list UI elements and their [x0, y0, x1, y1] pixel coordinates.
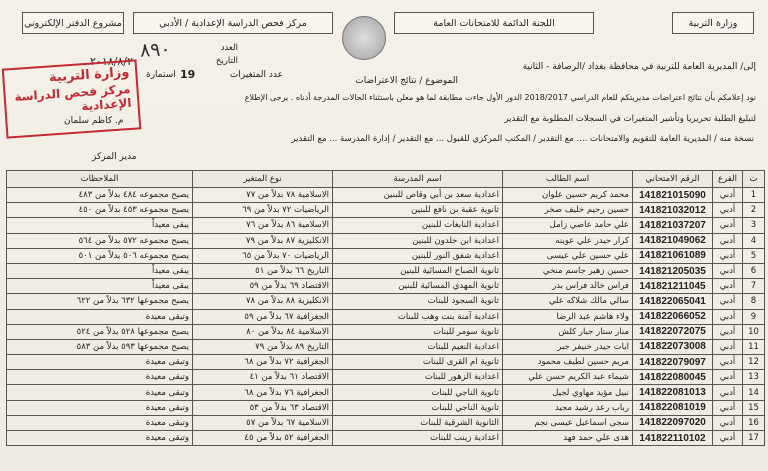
row-exam-number: 141821211045 — [633, 279, 713, 294]
row-school-name: اعدادية شفق النور للبنين — [333, 248, 503, 263]
row-change-type: الانكليزية ٨٧ بدلاً من ٧٩ — [193, 233, 333, 248]
row-branch: أدبي — [713, 294, 743, 309]
row-notes: وتبقى معيدة — [7, 400, 193, 415]
row-exam-number: 141822080045 — [633, 370, 713, 385]
changes-count: 19 — [180, 68, 196, 81]
table-row — [7, 339, 765, 354]
row-notes: وتبقى معيدة — [7, 355, 193, 370]
row-student-name: رباب رعد رشيد مجيد — [503, 400, 633, 415]
letter-to: إلى/ المديرية العامة للتربية في محافظة بغداد /الرصافة - الثانية — [522, 62, 756, 72]
row-student-name: حسين زهير جاسم منخي — [503, 263, 633, 278]
committee-box — [394, 12, 594, 34]
row-exam-number: 141821049062 — [633, 233, 713, 248]
table-row — [7, 218, 765, 233]
row-notes: وتبقى معيدة — [7, 431, 193, 446]
row-branch: أدبي — [713, 263, 743, 278]
row-school-name: اعدادية النابغات للبنين — [333, 218, 503, 233]
column-header: الفرع — [713, 171, 743, 188]
table-row — [7, 370, 765, 385]
row-exam-number: 141822065041 — [633, 294, 713, 309]
table-header-row — [7, 171, 765, 188]
table-row — [7, 400, 765, 415]
table-row — [7, 431, 765, 446]
row-student-name: كرار حيدر علي عوينه — [503, 233, 633, 248]
row-branch: أدبي — [713, 218, 743, 233]
row-exam-number: 141822081013 — [633, 385, 713, 400]
row-index: 2 — [743, 203, 765, 218]
row-student-name: مريم حسين لطيف محمود — [503, 355, 633, 370]
row-student-name: سجى اسماعيل عيسى نجم — [503, 415, 633, 430]
row-school-name: ثانوية الصباح المسائية للبنين — [333, 263, 503, 278]
handwritten-date: ٢٠١٨/٨/٢ — [90, 55, 133, 68]
stamp-line1: وزارة التربية — [48, 64, 130, 86]
table-row — [7, 203, 765, 218]
row-student-name: علي حامد عاصي زامل — [503, 218, 633, 233]
row-student-name: علي حسين علي عيسى — [503, 248, 633, 263]
row-school-name: ثانوية ام القرى للبنات — [333, 355, 503, 370]
row-index: 1 — [743, 188, 765, 203]
row-school-name: اعدادية سعد بن أبي وقاص للبنين — [333, 188, 503, 203]
row-student-name: شيماء عبد الكريم حسن علي — [503, 370, 633, 385]
row-change-type: الانكليزية ٨٨ بدلاً من ٧٨ — [193, 294, 333, 309]
row-branch: أدبي — [713, 279, 743, 294]
changes-label: عدد المتغيرات — [229, 70, 283, 80]
row-index: 8 — [743, 294, 765, 309]
row-notes: وتبقى معيدة — [7, 309, 193, 324]
results-table — [6, 170, 765, 446]
row-school-name: اعدادية النعيم للبنات — [333, 339, 503, 354]
row-branch: أدبي — [713, 355, 743, 370]
center-manager: مدير المركز — [92, 152, 137, 162]
row-change-type: الاسلامية ٦٧ بدلاً من ٥٧ — [193, 415, 333, 430]
row-notes: يبقى معيداً — [7, 218, 193, 233]
row-index: 5 — [743, 248, 765, 263]
letter-subject: الموضوع / نتائج الاعتراضات — [355, 76, 458, 86]
ministry-box — [672, 12, 754, 34]
row-student-name: منار ستار جبار كلش — [503, 324, 633, 339]
row-school-name: ثانوية السجود للبنات — [333, 294, 503, 309]
row-notes: يصبح مجموعه ٥٧٢ بدلاً من ٥٦٤ — [7, 233, 193, 248]
row-notes: يصبح مجموعها ٦٣٢ بدلاً من ٦٢٢ — [7, 294, 193, 309]
row-index: 6 — [743, 263, 765, 278]
table-row — [7, 263, 765, 278]
row-exam-number: 141822081019 — [633, 400, 713, 415]
signer-name: م. كاظم سلمان — [64, 116, 124, 126]
row-change-type: الجغرافية ٧٦ بدلاً من ٦٨ — [193, 385, 333, 400]
row-branch: أدبي — [713, 309, 743, 324]
row-exam-number: 141822072075 — [633, 324, 713, 339]
row-change-type: الجغرافية ٧٢ بدلاً من ٦٨ — [193, 355, 333, 370]
row-change-type: التاريخ ٨٩ بدلاً من ٧٩ — [193, 339, 333, 354]
row-exam-number: 141822110102 — [633, 431, 713, 446]
row-index: 13 — [743, 370, 765, 385]
row-school-name: ثانوية الناجي للبنات — [333, 385, 503, 400]
row-notes: وتبقى معيدة — [7, 415, 193, 430]
row-school-name: ثانوية سومر للبنات — [333, 324, 503, 339]
row-exam-number: 141822079097 — [633, 355, 713, 370]
row-index: 12 — [743, 355, 765, 370]
official-stamp — [2, 59, 142, 138]
row-index: 11 — [743, 339, 765, 354]
row-index: 14 — [743, 385, 765, 400]
table-row — [7, 309, 765, 324]
row-notes: يصبح مجموعه ٤٥٣ بدلاً من ٤٥٠ — [7, 203, 193, 218]
row-student-name: ولاء هاشم عبد الرضا — [503, 309, 633, 324]
row-notes: يصبح مجموعها ٥٢٨ بدلاً من ٥٢٤ — [7, 324, 193, 339]
row-change-type: الاسلامية ٨٦ بدلاً من ٧٦ — [193, 218, 333, 233]
committee-label: اللجنة الدائمة للامتحانات العامة — [433, 17, 555, 29]
row-change-type: التاريخ ٦٦ بدلاً من ٥١ — [193, 263, 333, 278]
column-header: اسم المدرسة — [333, 171, 503, 188]
row-exam-number: 141821037207 — [633, 218, 713, 233]
row-change-type: الاسلامية ٧٨ بدلاً من ٧٧ — [193, 188, 333, 203]
row-branch: أدبي — [713, 248, 743, 263]
row-change-type: الاقتصاد ٦٩ بدلاً من ٥٩ — [193, 279, 333, 294]
row-student-name: ايات حيدر خنيفر جبر — [503, 339, 633, 354]
row-student-name: حسين رحيم خليف صخر — [503, 203, 633, 218]
row-student-name: محمد كريم حسين علوان — [503, 188, 633, 203]
row-index: 15 — [743, 400, 765, 415]
table-row — [7, 188, 765, 203]
handwritten-number: ٨٩٠ — [139, 38, 172, 62]
row-student-name: هدى علي حمد فهد — [503, 431, 633, 446]
row-index: 9 — [743, 309, 765, 324]
row-branch: أدبي — [713, 339, 743, 354]
row-student-name: فراس خالد فراس بدر — [503, 279, 633, 294]
row-branch: أدبي — [713, 324, 743, 339]
row-change-type: الرياضيات ٧٢ بدلاً من ٦٩ — [193, 203, 333, 218]
row-exam-number: 141821015090 — [633, 188, 713, 203]
row-branch: أدبي — [713, 415, 743, 430]
table-row — [7, 324, 765, 339]
ministry-label: وزارة التربية — [688, 17, 738, 29]
row-school-name: الثانوية الشرقية للبنات — [333, 415, 503, 430]
column-header: الملاحظات — [7, 171, 193, 188]
row-exam-number: 141821032012 — [633, 203, 713, 218]
table-row — [7, 415, 765, 430]
table-row — [7, 355, 765, 370]
row-school-name: اعدادية ابن خلدون للبنين — [333, 233, 503, 248]
table-row — [7, 279, 765, 294]
column-header: اسم الطالب — [503, 171, 633, 188]
stamp-line2: مركز فحص الدراسة الإعدادية — [13, 81, 132, 114]
row-school-name: اعدادية آمنة بنت وهب للبنات — [333, 309, 503, 324]
row-school-name: اعدادية الزهور للبنات — [333, 370, 503, 385]
row-school-name: ثانوية المهدي المسائية للبنين — [333, 279, 503, 294]
row-branch: أدبي — [713, 385, 743, 400]
row-school-name: اعدادية زينب للبنات — [333, 431, 503, 446]
row-exam-number: 141822066052 — [633, 309, 713, 324]
column-header: نوع المتغير — [193, 171, 333, 188]
letter-copy-line: نسخة منه / المديرية العامة للتقويم والامتحانات .... مع التقدير / المكتب المركزي للقبول ... مع التقدير / إدارة المدرسة ... مع التقدير — [291, 134, 754, 144]
table-row — [7, 248, 765, 263]
row-index: 17 — [743, 431, 765, 446]
row-index: 7 — [743, 279, 765, 294]
column-header: ت — [743, 171, 765, 188]
row-change-type: الجغرافية ٥٢ بدلاً من ٤٥ — [193, 431, 333, 446]
center-box — [133, 12, 333, 34]
row-index: 10 — [743, 324, 765, 339]
ministry-emblem-icon — [342, 16, 386, 60]
row-index: 16 — [743, 415, 765, 430]
row-notes: وتبقى معيدة — [7, 385, 193, 400]
row-student-name: سالي مالك شلاكه علي — [503, 294, 633, 309]
row-branch: أدبي — [713, 188, 743, 203]
table-row — [7, 385, 765, 400]
row-branch: أدبي — [713, 233, 743, 248]
row-notes: يصبح مجموعها ٥٩٣ بدلاً من ٥٨٣ — [7, 339, 193, 354]
letter-body-line1: نود إعلامكم بأن نتائج اعتراضات مديريتكم للعام الدراسي 2018/2017 الدور الأول جاءت مطابقة لما هو معلن باستثناء الحالات المدرجة أدناه . يرجى الإطلاع — [244, 93, 756, 102]
letter-body-line2: لتبليغ الطلبة تحريريا وتأشير المتغيرات في السجلات المطلوبة مع التقدير — [504, 114, 756, 124]
row-branch: أدبي — [713, 400, 743, 415]
row-exam-number: 141821205035 — [633, 263, 713, 278]
row-school-name: ثانوية عقبة بن نافع للبنين — [333, 203, 503, 218]
row-student-name: نبيل مؤيد مهاوي لجيل — [503, 385, 633, 400]
row-index: 4 — [743, 233, 765, 248]
row-notes: يصبح مجموعه ٥٠٦ بدلاً من ٥٠١ — [7, 248, 193, 263]
row-branch: أدبي — [713, 431, 743, 446]
project-label: مشروع الدفتر الإلكتروني — [24, 17, 122, 29]
row-notes: يصبح مجموعه ٤٨٤ بدلاً من ٤٨٣ — [7, 188, 193, 203]
row-exam-number: 141822073008 — [633, 339, 713, 354]
center-label: مركز فحص الدراسة الإعدادية / الأدبي — [159, 17, 307, 29]
row-notes: وتبقى معيدة — [7, 370, 193, 385]
row-change-type: الرياضيات ٧٠ بدلاً من ٦٥ — [193, 248, 333, 263]
row-change-type: الاسلامية ٨٤ بدلاً من ٨٠ — [193, 324, 333, 339]
row-change-type: الجغرافية ٦٧ بدلاً من ٥٩ — [193, 309, 333, 324]
row-branch: أدبي — [713, 203, 743, 218]
row-branch: أدبي — [713, 370, 743, 385]
project-box — [22, 12, 124, 34]
row-change-type: الاقتصاد ٦٣ بدلاً من ٥٣ — [193, 400, 333, 415]
column-header: الرقم الامتحاني — [633, 171, 713, 188]
row-index: 3 — [743, 218, 765, 233]
row-notes: يبقى معيداً — [7, 263, 193, 278]
row-notes: يبقى معيداً — [7, 279, 193, 294]
table-body — [7, 188, 765, 446]
row-exam-number: 141821061089 — [633, 248, 713, 263]
row-exam-number: 141822097020 — [633, 415, 713, 430]
date-label: التاريخ — [215, 56, 238, 66]
row-school-name: ثانوية الناجي للبنات — [333, 400, 503, 415]
table-row — [7, 294, 765, 309]
form-label: استمارة — [146, 70, 176, 80]
row-change-type: الاقتصاد ٦١ بدلاً من ٤١ — [193, 370, 333, 385]
table-row — [7, 233, 765, 248]
number-label: العدد — [220, 43, 238, 53]
